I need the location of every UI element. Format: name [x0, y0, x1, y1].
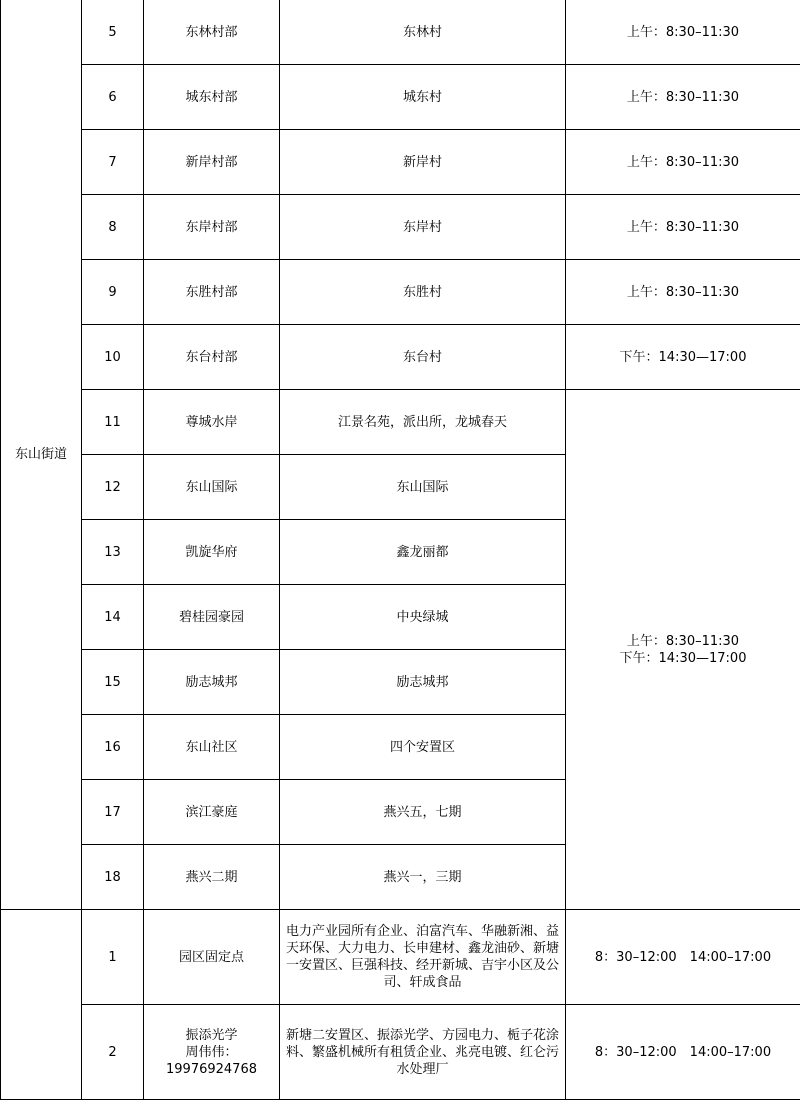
row-number: 15	[82, 650, 144, 715]
coverage-area: 东林村	[280, 0, 566, 65]
row-number: 8	[82, 195, 144, 260]
site-name: 碧桂园豪园	[144, 585, 280, 650]
service-time: 上午：8:30–11:30	[566, 260, 800, 325]
district-cell	[1, 0, 82, 910]
service-time: 上午：8:30–11:30	[566, 195, 800, 260]
row-number: 12	[82, 455, 144, 520]
site-name: 燕兴二期	[144, 845, 280, 910]
table-row	[1, 130, 800, 195]
row-number: 11	[82, 390, 144, 455]
site-name: 东山国际	[144, 455, 280, 520]
site-name	[144, 910, 280, 1005]
row-number: 16	[82, 715, 144, 780]
service-time: 上午：8:30–11:30	[566, 65, 800, 130]
table-row	[1, 65, 800, 130]
site-name: 励志城邦	[144, 650, 280, 715]
row-number: 5	[82, 0, 144, 65]
row-number: 9	[82, 260, 144, 325]
coverage-area: 江景名苑，派出所，龙城春天	[280, 390, 566, 455]
coverage-area: 鑫龙丽都	[280, 520, 566, 585]
site-name: 新岸村部	[144, 130, 280, 195]
table-row	[1, 1005, 800, 1100]
time-morning: 上午：8:30–11:30	[626, 633, 740, 649]
site-name: 城东村部	[144, 65, 280, 130]
table-row	[1, 195, 800, 260]
table-row	[1, 325, 800, 390]
table-row	[1, 910, 800, 1005]
coverage-area: 东山国际	[280, 455, 566, 520]
service-time: 8：30–12:00 14:00–17:00	[566, 910, 800, 1005]
row-number: 17	[82, 780, 144, 845]
coverage-area: 电力产业园所有企业、泊富汽车、华融新湘、益天环保、大力电力、长申建材、鑫龙油砂、新塘一安置区、巨强科技、经开新城、吉宇小区及公司、轩成食品	[280, 910, 566, 1005]
site-name: 滨江豪庭	[144, 780, 280, 845]
row-number: 18	[82, 845, 144, 910]
site-name: 东胜村部	[144, 260, 280, 325]
site-name: 东林村部	[144, 0, 280, 65]
table-row	[1, 390, 800, 455]
row-number: 6	[82, 65, 144, 130]
district-name: 东山街道	[14, 447, 67, 462]
coverage-area: 四个安置区	[280, 715, 566, 780]
coverage-area: 东岸村	[280, 195, 566, 260]
site-label: 园区固定点	[178, 949, 244, 965]
coverage-area: 燕兴一，三期	[280, 845, 566, 910]
coverage-area: 励志城邦	[280, 650, 566, 715]
row-number: 10	[82, 325, 144, 390]
time-afternoon: 下午：14:30—17:00	[619, 650, 747, 666]
service-time: 上午：8:30–11:30	[566, 130, 800, 195]
site-name: 东台村部	[144, 325, 280, 390]
row-number: 7	[82, 130, 144, 195]
coverage-area: 新塘二安置区、振添光学、方园电力、栀子花涂料、繁盛机械所有租赁企业、兆亮电镀、红仑污水处理厂	[280, 1005, 566, 1100]
coverage-area: 东胜村	[280, 260, 566, 325]
row-number: 14	[82, 585, 144, 650]
coverage-area: 城东村	[280, 65, 566, 130]
coverage-area: 中央绿城	[280, 585, 566, 650]
service-time: 下午：14:30—17:00	[566, 325, 800, 390]
site-name: 东山社区	[144, 715, 280, 780]
row-number: 2	[82, 1005, 144, 1100]
site-label: 振添光学	[185, 1027, 238, 1043]
contact-phone: 周伟伟：19976924768	[166, 1044, 257, 1077]
service-time: 上午：8:30–11:30	[566, 0, 800, 65]
table-row	[1, 0, 800, 65]
table-row	[1, 260, 800, 325]
coverage-area: 东台村	[280, 325, 566, 390]
district-cell-2	[1, 910, 82, 1100]
merged-service-time	[566, 390, 800, 910]
site-name: 东岸村部	[144, 195, 280, 260]
row-number: 1	[82, 910, 144, 1005]
service-time: 8：30–12:00 14:00–17:00	[566, 1005, 800, 1100]
site-name	[144, 1005, 280, 1100]
coverage-area: 燕兴五，七期	[280, 780, 566, 845]
site-name: 尊城水岸	[144, 390, 280, 455]
row-number: 13	[82, 520, 144, 585]
coverage-area: 新岸村	[280, 130, 566, 195]
site-name: 凯旋华府	[144, 520, 280, 585]
